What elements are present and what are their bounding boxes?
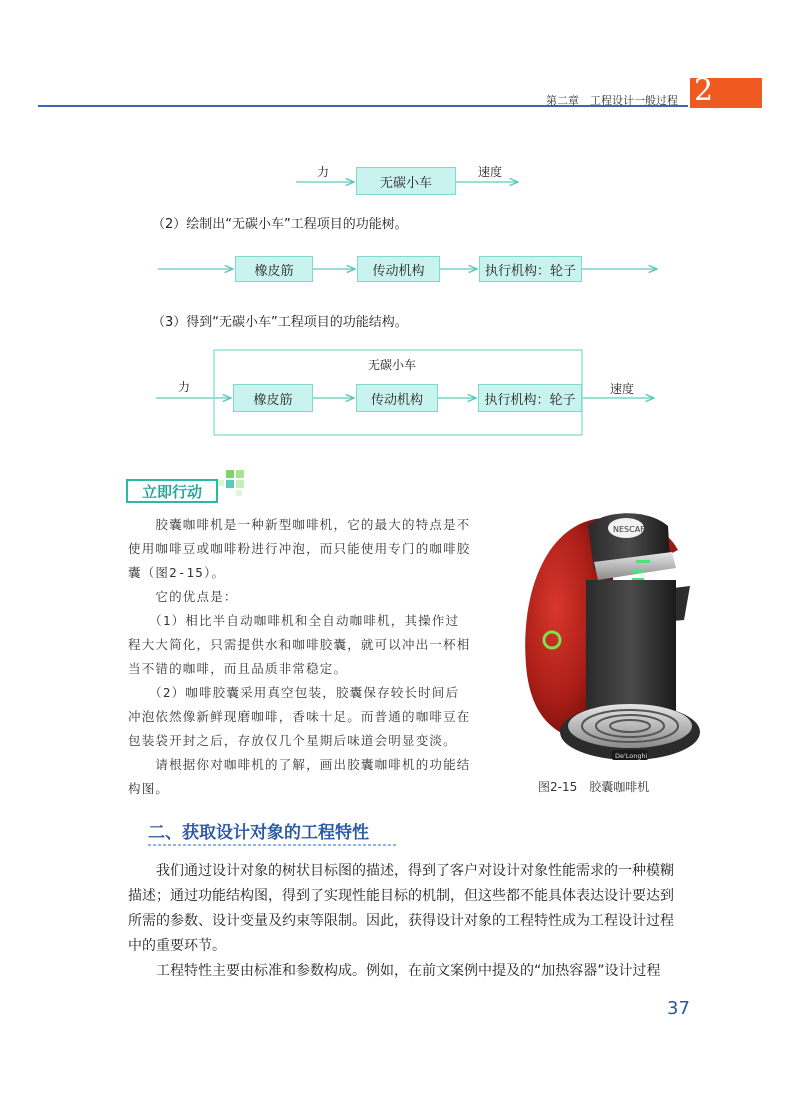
diagram2-box-transmission: 传动机构 bbox=[357, 256, 440, 282]
brand-label: De'Longhi bbox=[615, 752, 648, 760]
diagram3-input-label: 力 bbox=[178, 380, 191, 394]
action-line-12: 构图。 bbox=[128, 781, 170, 796]
section-line-1: 我们通过设计对象的树状目标图的描述，得到了客户对设计对象性能需求的一种模糊 bbox=[128, 863, 674, 879]
section-title-underline bbox=[148, 842, 398, 848]
coffee-machine-image bbox=[508, 500, 706, 775]
svg-text:NESCAFÉ: NESCAFÉ bbox=[613, 525, 650, 534]
action-line-10: 包装袋开封之后，存放仅几个星期后味道会明显变淡。 bbox=[128, 733, 457, 748]
step-3-text: （3）得到“无碳小车”工程项目的功能结构。 bbox=[152, 315, 408, 330]
section-line-2: 描述；通过功能结构图，得到了实现性能目标的机制，但这些都不能具体表达设计要达到 bbox=[128, 888, 674, 904]
diagram3-output-label: 速度 bbox=[610, 382, 635, 396]
section-title: 二、获取设计对象的工程特性 bbox=[148, 823, 369, 843]
action-line-5: （1）相比半自动咖啡机和全自动咖啡机，其操作过 bbox=[128, 613, 460, 628]
action-line-2: 使用咖啡豆或咖啡粉进行冲泡，而只能使用专门的咖啡胶 bbox=[128, 541, 471, 556]
section-line-3: 所需的参数、设计变量及约束等限制。因此，获得设计对象的工程特性成为工程设计过程 bbox=[128, 913, 674, 929]
page-number: 37 bbox=[667, 998, 690, 1019]
action-line-9: 冲泡依然像新鲜现磨咖啡，香味十足。而普通的咖啡豆在 bbox=[128, 709, 471, 724]
diagram1-input-label: 力 bbox=[317, 165, 330, 179]
chapter-number: 2 bbox=[694, 73, 714, 108]
diagram3-box-rubber-band: 橡皮筋 bbox=[233, 384, 313, 412]
action-line-4: 它的优点是： bbox=[128, 589, 238, 604]
action-line-3: 囊（图2-15）。 bbox=[128, 565, 226, 580]
diagram2-box-rubber-band: 橡皮筋 bbox=[235, 256, 313, 282]
step-2-text: （2）绘制出“无碳小车”工程项目的功能树。 bbox=[152, 217, 408, 232]
diagram3-box-transmission: 传动机构 bbox=[356, 384, 438, 412]
diagram3-container-label: 无碳小车 bbox=[368, 358, 417, 372]
section-line-4: 中的重要环节。 bbox=[128, 938, 226, 954]
figure-caption: 图2-15 胶囊咖啡机 bbox=[538, 780, 650, 794]
section-line-5: 工程特性主要由标准和参数构成。例如，在前文案例中提及的“加热容器”设计过程 bbox=[128, 963, 661, 979]
action-title: 立即行动 bbox=[126, 479, 218, 503]
action-line-1: 胶囊咖啡机是一种新型咖啡机，它的最大的特点是不 bbox=[128, 517, 471, 532]
action-title-decoration bbox=[216, 468, 248, 498]
action-line-8: （2）咖啡胶囊采用真空包装，胶囊保存较长时间后 bbox=[128, 685, 460, 700]
diagram3-box-actuator: 执行机构：轮子 bbox=[478, 384, 582, 412]
action-line-11: 请根据你对咖啡机的了解，画出胶囊咖啡机的功能结 bbox=[128, 757, 471, 772]
action-line-6: 程大大简化，只需提供水和咖啡胶囊，就可以冲出一杯相 bbox=[128, 637, 471, 652]
diagram1-box: 无碳小车 bbox=[356, 167, 456, 195]
diagram2-box-actuator: 执行机构：轮子 bbox=[479, 256, 582, 282]
diagram1-output-label: 速度 bbox=[478, 165, 503, 179]
chapter-title: 第二章 工程设计一般过程 bbox=[546, 94, 678, 107]
action-line-7: 当不错的咖啡，而且品质非常稳定。 bbox=[128, 661, 348, 676]
